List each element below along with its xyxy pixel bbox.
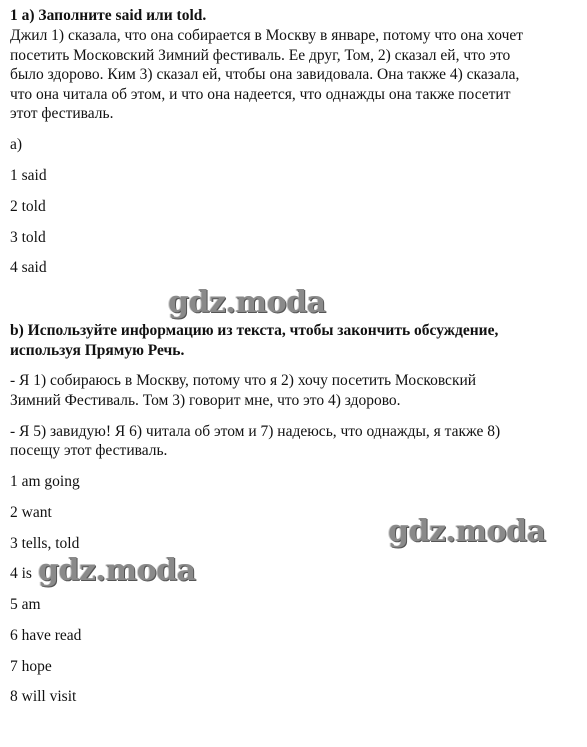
part-b-answer: 3 tells, told (10, 535, 80, 552)
part-b-answer: 1 am going (10, 473, 80, 490)
part-a-text-line: посетить Московский Зимний фестиваль. Ее друг, Том, 2) сказал ей, что это (10, 47, 511, 64)
dialogue-line: Зимний Фестиваль. Том 3) говорит мне, что это 4) здорово. (10, 392, 401, 409)
part-a-text-line: что она читала об этом, и что она надеется, что однажды она также посетит (10, 86, 511, 103)
part-b-answer: 7 hope (10, 658, 52, 675)
watermark-logo: gdz.moda (388, 514, 546, 549)
part-a-answer-label: а) (10, 136, 23, 153)
part-a-text-line: Джил 1) сказала, что она собирается в Москву в январе, потому что она хочет (10, 27, 524, 44)
part-b-answer: 4 is (10, 565, 32, 582)
part-a-answer: 4 said (10, 259, 47, 276)
part-a-answer: 2 told (10, 198, 46, 215)
part-a-text-line: этот фестиваль. (10, 105, 114, 122)
watermark-logo: gdz.moda (168, 285, 326, 320)
part-b-heading-line: b) Используйте информацию из текста, чтобы закончить обсуждение, (10, 322, 499, 339)
watermark-logo: gdz.moda (38, 553, 196, 588)
part-b-answer: 5 am (10, 596, 41, 613)
part-b-answer: 8 will visit (10, 688, 77, 705)
dialogue-line: - Я 1) собираюсь в Москву, потому что я 2) хочу посетить Московский (10, 372, 477, 389)
part-a-heading: 1 а) Заполните said или told. (10, 7, 207, 24)
part-b-heading-line: используя Прямую Речь. (10, 342, 185, 359)
dialogue-line: - Я 5) завидую! Я 6) читала об этом и 7) надеюсь, что однажды, я также 8) (10, 423, 501, 440)
part-a-answer: 3 told (10, 229, 46, 246)
dialogue-line: посещу этот фестиваль. (10, 442, 168, 459)
part-b-answer: 2 want (10, 504, 52, 521)
part-b-answer: 6 have read (10, 627, 82, 644)
part-a-answer: 1 said (10, 167, 47, 184)
part-a-text-line: было здорово. Ким 3) сказал ей, чтобы она завидовала. Она также 4) сказала, (10, 66, 520, 83)
